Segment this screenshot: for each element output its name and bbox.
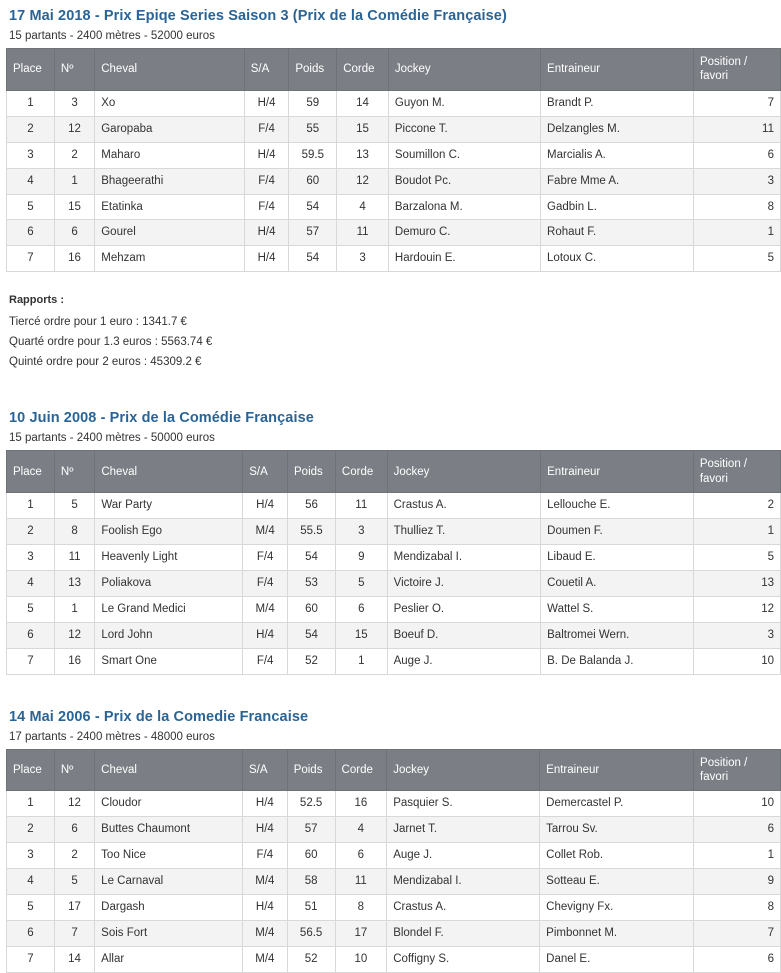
cell-trainer: Doumen F. xyxy=(541,519,694,545)
cell-position: 11 xyxy=(693,116,780,142)
table-row xyxy=(7,791,781,817)
cell-trainer: Couetil A. xyxy=(541,570,694,596)
cell-trainer: Baltromei Wern. xyxy=(541,622,694,648)
cell-jockey: Crastus A. xyxy=(387,895,540,921)
cell-sa: H/4 xyxy=(243,817,288,843)
table-row xyxy=(7,493,781,519)
cell-sa: H/4 xyxy=(243,493,288,519)
cell-weight: 54 xyxy=(289,246,337,272)
cell-weight: 54 xyxy=(288,544,336,570)
column-header-trainer: Entraineur xyxy=(540,749,694,791)
cell-corde: 14 xyxy=(337,90,389,116)
cell-sa: H/4 xyxy=(244,142,289,168)
race-subtitle: 15 partants - 2400 mètres - 52000 euros xyxy=(9,30,215,42)
cell-place: 6 xyxy=(7,921,55,947)
cell-position: 6 xyxy=(693,142,780,168)
cell-position: 3 xyxy=(693,622,780,648)
cell-sa: M/4 xyxy=(243,869,288,895)
cell-number: 12 xyxy=(54,791,94,817)
table-row xyxy=(7,519,781,545)
cell-position: 2 xyxy=(693,493,780,519)
cell-trainer: Gadbin L. xyxy=(541,194,694,220)
cell-jockey: Crastus A. xyxy=(387,493,541,519)
rapport-line-quinte: Quinté ordre pour 2 euros : 45309.2 € xyxy=(9,356,202,369)
cell-jockey: Auge J. xyxy=(387,648,541,674)
table-row xyxy=(7,142,781,168)
cell-position: 6 xyxy=(694,817,781,843)
cell-sa: H/4 xyxy=(244,220,289,246)
cell-corde: 15 xyxy=(337,116,389,142)
race-block-3 xyxy=(0,709,781,973)
cell-weight: 57 xyxy=(287,817,335,843)
cell-sa: F/4 xyxy=(243,843,288,869)
cell-corde: 15 xyxy=(335,622,387,648)
table-row xyxy=(7,194,781,220)
column-header-sa: S/A xyxy=(243,749,288,791)
race-title: 17 Mai 2018 - Prix Epiqe Series Saison 3 (Prix de la Comédie Française) xyxy=(9,8,507,24)
cell-sa: F/4 xyxy=(243,544,288,570)
cell-jockey: Blondel F. xyxy=(387,921,540,947)
cell-position: 1 xyxy=(693,519,780,545)
cell-position: 9 xyxy=(694,869,781,895)
cell-position: 7 xyxy=(693,90,780,116)
column-header-weight: Poids xyxy=(288,451,336,493)
cell-position: 1 xyxy=(693,220,780,246)
cell-corde: 6 xyxy=(335,596,387,622)
cell-jockey: Barzalona M. xyxy=(388,194,540,220)
cell-corde: 4 xyxy=(335,817,387,843)
cell-jockey: Thulliez T. xyxy=(387,519,541,545)
cell-place: 5 xyxy=(7,596,55,622)
column-header-place: Place xyxy=(7,749,55,791)
cell-horse: Mehzam xyxy=(95,246,244,272)
table-row xyxy=(7,220,781,246)
column-header-weight: Poids xyxy=(287,749,335,791)
cell-number: 1 xyxy=(54,168,94,194)
cell-horse: Le Grand Medici xyxy=(95,596,243,622)
rapports-section xyxy=(9,294,778,368)
cell-sa: M/4 xyxy=(243,519,288,545)
cell-horse: Dargash xyxy=(95,895,243,921)
cell-position: 13 xyxy=(693,570,780,596)
column-header-number: Nº xyxy=(54,49,94,91)
cell-weight: 54 xyxy=(289,194,337,220)
cell-number: 1 xyxy=(54,596,94,622)
cell-jockey: Boeuf D. xyxy=(387,622,541,648)
cell-horse: Too Nice xyxy=(95,843,243,869)
cell-corde: 16 xyxy=(335,791,387,817)
cell-corde: 4 xyxy=(337,194,389,220)
cell-position: 8 xyxy=(693,194,780,220)
cell-corde: 17 xyxy=(335,921,387,947)
cell-weight: 59.5 xyxy=(289,142,337,168)
cell-corde: 3 xyxy=(337,246,389,272)
cell-weight: 60 xyxy=(287,843,335,869)
cell-position: 5 xyxy=(693,246,780,272)
cell-corde: 6 xyxy=(335,843,387,869)
cell-place: 6 xyxy=(7,622,55,648)
column-header-place: Place xyxy=(7,49,55,91)
cell-trainer: Chevigny Fx. xyxy=(540,895,694,921)
cell-number: 12 xyxy=(54,622,94,648)
cell-jockey: Coffigny S. xyxy=(387,947,540,973)
column-header-trainer: Entraineur xyxy=(541,49,694,91)
cell-corde: 10 xyxy=(335,947,387,973)
race-block-1 xyxy=(0,8,781,368)
cell-place: 3 xyxy=(7,843,55,869)
column-header-corde: Corde xyxy=(337,49,389,91)
cell-weight: 56 xyxy=(288,493,336,519)
cell-number: 13 xyxy=(54,570,94,596)
cell-trainer: Lellouche E. xyxy=(541,493,694,519)
cell-jockey: Soumillon C. xyxy=(388,142,540,168)
cell-place: 4 xyxy=(7,570,55,596)
table-row xyxy=(7,116,781,142)
section-spacer xyxy=(0,675,781,701)
column-header-place: Place xyxy=(7,451,55,493)
cell-position: 10 xyxy=(694,791,781,817)
cell-sa: H/4 xyxy=(243,791,288,817)
cell-place: 1 xyxy=(7,493,55,519)
cell-number: 16 xyxy=(54,648,94,674)
cell-jockey: Jarnet T. xyxy=(387,817,540,843)
cell-jockey: Guyon M. xyxy=(388,90,540,116)
table-row xyxy=(7,843,781,869)
cell-jockey: Pasquier S. xyxy=(387,791,540,817)
table-row xyxy=(7,817,781,843)
column-header-horse: Cheval xyxy=(95,49,244,91)
cell-horse: Xo xyxy=(95,90,244,116)
cell-place: 5 xyxy=(7,895,55,921)
cell-position: 10 xyxy=(693,648,780,674)
cell-jockey: Hardouin E. xyxy=(388,246,540,272)
cell-position: 3 xyxy=(693,168,780,194)
cell-position: 7 xyxy=(694,921,781,947)
table-row xyxy=(7,648,781,674)
column-header-jockey: Jockey xyxy=(388,49,540,91)
cell-weight: 55 xyxy=(289,116,337,142)
column-header-horse: Cheval xyxy=(95,749,243,791)
table-row xyxy=(7,168,781,194)
rapport-line-quarte: Quarté ordre pour 1.3 euros : 5563.74 € xyxy=(9,336,213,349)
column-header-sa: S/A xyxy=(243,451,288,493)
table-row xyxy=(7,622,781,648)
cell-sa: F/4 xyxy=(244,168,289,194)
cell-number: 15 xyxy=(54,194,94,220)
cell-weight: 57 xyxy=(289,220,337,246)
cell-place: 3 xyxy=(7,142,55,168)
cell-place: 2 xyxy=(7,116,55,142)
column-header-position: Position / favori xyxy=(694,749,781,791)
cell-trainer: Brandt P. xyxy=(541,90,694,116)
cell-jockey: Victoire J. xyxy=(387,570,541,596)
cell-horse: Lord John xyxy=(95,622,243,648)
cell-trainer: Tarrou Sv. xyxy=(540,817,694,843)
table-header-row xyxy=(7,749,781,791)
cell-weight: 52 xyxy=(288,648,336,674)
cell-weight: 51 xyxy=(287,895,335,921)
cell-place: 1 xyxy=(7,90,55,116)
cell-horse: Poliakova xyxy=(95,570,243,596)
cell-trainer: Danel E. xyxy=(540,947,694,973)
cell-weight: 55.5 xyxy=(288,519,336,545)
cell-number: 2 xyxy=(54,843,94,869)
cell-horse: Maharo xyxy=(95,142,244,168)
column-header-sa: S/A xyxy=(244,49,289,91)
cell-position: 6 xyxy=(694,947,781,973)
column-header-position: Position / favori xyxy=(693,451,780,493)
race-subtitle: 17 partants - 2400 mètres - 48000 euros xyxy=(9,730,215,743)
table-row xyxy=(7,246,781,272)
cell-jockey: Demuro C. xyxy=(388,220,540,246)
cell-horse: Garopaba xyxy=(95,116,244,142)
cell-sa: H/4 xyxy=(244,246,289,272)
cell-weight: 58 xyxy=(287,869,335,895)
cell-corde: 11 xyxy=(337,220,389,246)
cell-number: 16 xyxy=(54,246,94,272)
cell-number: 2 xyxy=(54,142,94,168)
cell-weight: 52.5 xyxy=(287,791,335,817)
cell-number: 7 xyxy=(54,921,94,947)
cell-number: 17 xyxy=(54,895,94,921)
cell-sa: F/4 xyxy=(243,648,288,674)
cell-trainer: Marcialis A. xyxy=(541,142,694,168)
cell-number: 14 xyxy=(54,947,94,973)
cell-sa: F/4 xyxy=(243,570,288,596)
cell-place: 2 xyxy=(7,817,55,843)
cell-trainer: Pimbonnet M. xyxy=(540,921,694,947)
cell-horse: Foolish Ego xyxy=(95,519,243,545)
race-title: 14 Mai 2006 - Prix de la Comedie Francaise xyxy=(9,708,309,725)
table-row xyxy=(7,947,781,973)
cell-horse: Cloudor xyxy=(95,791,243,817)
cell-number: 6 xyxy=(54,220,94,246)
race-block-2 xyxy=(0,410,781,674)
cell-horse: Allar xyxy=(95,947,243,973)
cell-number: 6 xyxy=(54,817,94,843)
cell-weight: 56.5 xyxy=(287,921,335,947)
cell-corde: 5 xyxy=(335,570,387,596)
table-row xyxy=(7,90,781,116)
cell-jockey: Piccone T. xyxy=(388,116,540,142)
cell-horse: Le Carnaval xyxy=(95,869,243,895)
cell-jockey: Peslier O. xyxy=(387,596,541,622)
cell-sa: M/4 xyxy=(243,947,288,973)
cell-number: 3 xyxy=(54,90,94,116)
column-header-position: Position / favori xyxy=(693,49,780,91)
cell-weight: 52 xyxy=(287,947,335,973)
cell-trainer: Libaud E. xyxy=(541,544,694,570)
cell-weight: 53 xyxy=(288,570,336,596)
cell-sa: M/4 xyxy=(243,921,288,947)
column-header-jockey: Jockey xyxy=(387,451,541,493)
cell-number: 5 xyxy=(54,493,94,519)
cell-position: 12 xyxy=(693,596,780,622)
cell-horse: Etatinka xyxy=(95,194,244,220)
cell-place: 7 xyxy=(7,648,55,674)
cell-trainer: Rohaut F. xyxy=(541,220,694,246)
cell-horse: Bhageerathi xyxy=(95,168,244,194)
cell-place: 7 xyxy=(7,246,55,272)
cell-sa: H/4 xyxy=(243,622,288,648)
race-subtitle: 15 partants - 2400 mètres - 50000 euros xyxy=(9,432,215,445)
cell-place: 2 xyxy=(7,519,55,545)
cell-position: 5 xyxy=(693,544,780,570)
cell-corde: 1 xyxy=(335,648,387,674)
table-header-row xyxy=(7,49,781,91)
cell-sa: M/4 xyxy=(243,596,288,622)
cell-horse: Gourel xyxy=(95,220,244,246)
table-row xyxy=(7,921,781,947)
cell-trainer: B. De Balanda J. xyxy=(541,648,694,674)
cell-place: 4 xyxy=(7,168,55,194)
cell-horse: Sois Fort xyxy=(95,921,243,947)
column-header-corde: Corde xyxy=(335,749,387,791)
table-row xyxy=(7,596,781,622)
results-table xyxy=(6,749,781,973)
column-header-number: Nº xyxy=(54,749,94,791)
cell-corde: 12 xyxy=(337,168,389,194)
cell-corde: 13 xyxy=(337,142,389,168)
cell-corde: 9 xyxy=(335,544,387,570)
cell-trainer: Fabre Mme A. xyxy=(541,168,694,194)
cell-jockey: Auge J. xyxy=(387,843,540,869)
table-row xyxy=(7,544,781,570)
cell-sa: F/4 xyxy=(244,194,289,220)
section-spacer xyxy=(0,376,781,402)
table-row xyxy=(7,895,781,921)
column-header-corde: Corde xyxy=(335,451,387,493)
cell-weight: 60 xyxy=(289,168,337,194)
cell-trainer: Demercastel P. xyxy=(540,791,694,817)
column-header-jockey: Jockey xyxy=(387,749,540,791)
cell-place: 3 xyxy=(7,544,55,570)
cell-trainer: Collet Rob. xyxy=(540,843,694,869)
cell-number: 12 xyxy=(54,116,94,142)
cell-weight: 59 xyxy=(289,90,337,116)
cell-place: 6 xyxy=(7,220,55,246)
cell-corde: 11 xyxy=(335,493,387,519)
results-table xyxy=(6,450,781,674)
column-header-weight: Poids xyxy=(289,49,337,91)
cell-sa: F/4 xyxy=(244,116,289,142)
cell-weight: 60 xyxy=(288,596,336,622)
cell-trainer: Sotteau E. xyxy=(540,869,694,895)
cell-horse: Smart One xyxy=(95,648,243,674)
cell-trainer: Delzangles M. xyxy=(541,116,694,142)
cell-corde: 11 xyxy=(335,869,387,895)
column-header-horse: Cheval xyxy=(95,451,243,493)
table-row xyxy=(7,570,781,596)
cell-jockey: Mendizabal I. xyxy=(387,869,540,895)
cell-horse: War Party xyxy=(95,493,243,519)
cell-corde: 3 xyxy=(335,519,387,545)
rapport-line-tierce: Tiercé ordre pour 1 euro : 1341.7 € xyxy=(9,316,187,329)
cell-jockey: Mendizabal I. xyxy=(387,544,541,570)
cell-position: 1 xyxy=(694,843,781,869)
cell-place: 5 xyxy=(7,194,55,220)
cell-position: 8 xyxy=(694,895,781,921)
cell-corde: 8 xyxy=(335,895,387,921)
table-row xyxy=(7,869,781,895)
cell-place: 1 xyxy=(7,791,55,817)
cell-place: 4 xyxy=(7,869,55,895)
rapports-title: Rapports : xyxy=(9,294,64,307)
cell-number: 11 xyxy=(54,544,94,570)
race-results-page xyxy=(0,8,781,973)
cell-trainer: Lotoux C. xyxy=(541,246,694,272)
cell-sa: H/4 xyxy=(243,895,288,921)
cell-horse: Buttes Chaumont xyxy=(95,817,243,843)
cell-place: 7 xyxy=(7,947,55,973)
cell-weight: 54 xyxy=(288,622,336,648)
table-header-row xyxy=(7,451,781,493)
cell-number: 8 xyxy=(54,519,94,545)
cell-trainer: Wattel S. xyxy=(541,596,694,622)
cell-horse: Heavenly Light xyxy=(95,544,243,570)
column-header-number: Nº xyxy=(54,451,94,493)
column-header-trainer: Entraineur xyxy=(541,451,694,493)
cell-sa: H/4 xyxy=(244,90,289,116)
cell-number: 5 xyxy=(54,869,94,895)
results-table xyxy=(6,48,781,272)
race-title: 10 Juin 2008 - Prix de la Comédie Française xyxy=(9,410,314,427)
cell-jockey: Boudot Pc. xyxy=(388,168,540,194)
